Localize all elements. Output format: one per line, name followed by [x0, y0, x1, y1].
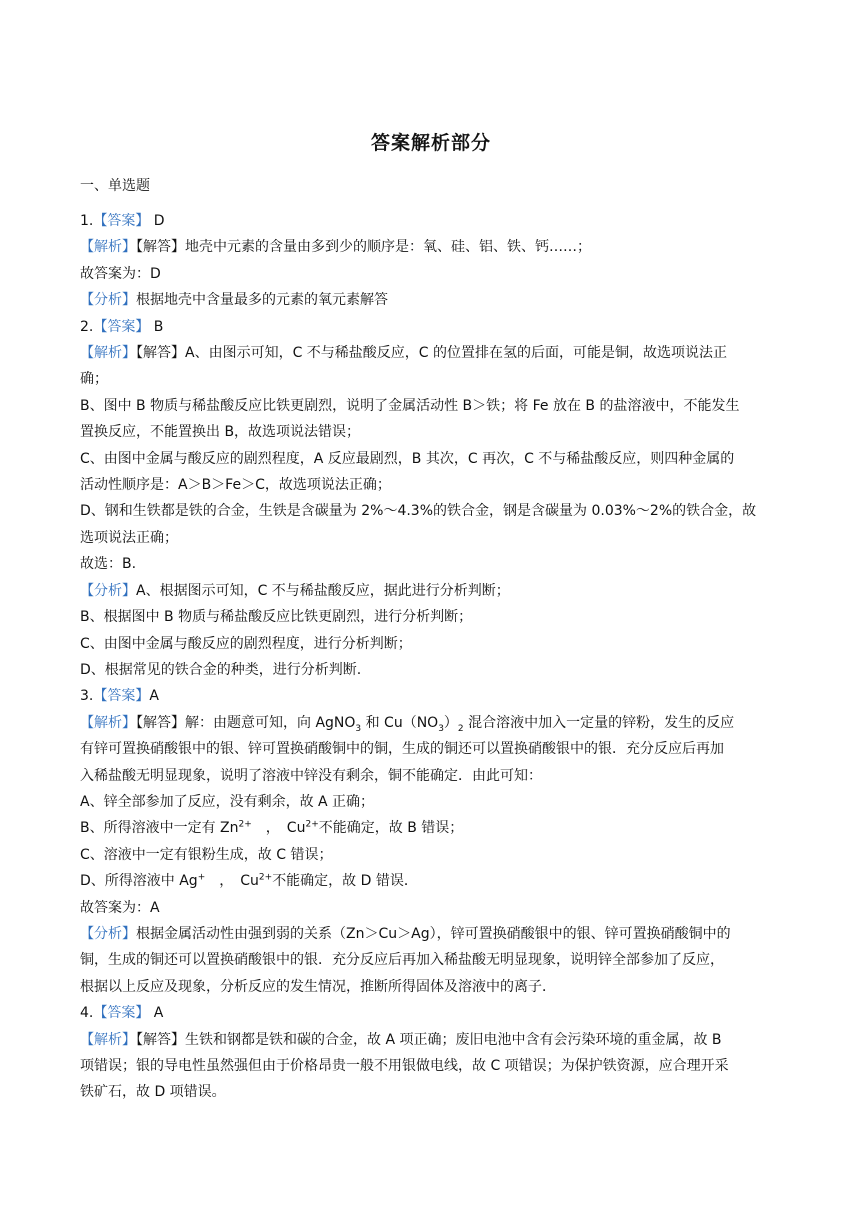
page-title: 答案解析部分 — [370, 132, 491, 154]
q2-answer-line: 2.【答案】 B — [80, 318, 164, 335]
q2-text-line: 活动性顺序是：A＞B＞Fe＞C，故选项说法正确； — [80, 477, 391, 494]
q4-answer-line: 4.【答案】 A — [80, 1005, 164, 1022]
q3-text-line: A、锌全部参加了反应，没有剩余，故 A 正确； — [80, 793, 375, 810]
q2-text-line: C、由图中金属与酸反应的剧烈程度，进行分析判断； — [80, 635, 412, 652]
answer-tag: 【答案】 — [93, 318, 150, 335]
q4-analysis-line: 【解析】【解答】生铁和钢都是铁和碳的合金，故 A 项正确；废旧电池中含有会污染环境的重金属，故 B — [80, 1031, 722, 1048]
q1-conclusion: 故答案为：D — [80, 265, 161, 282]
q2-text-line: B、根据图中 B 物质与稀盐酸反应比铁更剧烈，进行分析判断； — [80, 609, 473, 626]
q2-text-line: B、图中 B 物质与稀盐酸反应比铁更剧烈，说明了金属活动性 B＞铁；将 Fe 放在 B 的盐溶液中，不能发生 — [80, 397, 740, 414]
explain-tag: 【分析】 — [80, 582, 136, 599]
analysis-tag: 【解析】 — [80, 714, 136, 731]
q2-analysis-line: 【解析】【解答】A、由图示可知，C 不与稀盐酸反应，C 的位置排在氢的后面，可能是铜，故选项说法正 — [80, 345, 728, 362]
q1-analysis-line: 【解析】【解答】地壳中元素的含量由多到少的顺序是：氧、硅、铝、铁、钙……； — [80, 239, 591, 256]
q3-conclusion: 故答案为：A — [80, 899, 160, 916]
q2-explain-line: 【分析】A、根据图示可知，C 不与稀盐酸反应，据此进行分析判断； — [80, 582, 510, 599]
q2-text-line: C、由图中金属与酸反应的剧烈程度，A 反应最剧烈，B 其次，C 再次，C 不与稀盐酸反应，则四种金属的 — [80, 450, 735, 467]
answer-tag: 【答案】 — [93, 688, 150, 705]
q3-analysis-line: 【解析】【解答】解：由题意可知，向 AgNO$_3$ 和 $Cu(NO_3)_2$ 混合溶液中加入一定量的锌粉，发生的反应 — [80, 714, 735, 734]
q3-text-line: 铜，生成的铜还可以置换硝酸银中的银．充分反应后再加入稀盐酸无明显现象，说明锌全部参加了反应， — [80, 952, 724, 969]
section-heading: 一、单选题 — [80, 178, 150, 194]
q2-text-line: 确； — [80, 371, 108, 388]
q2-text-line: 选项说法正确； — [80, 529, 178, 546]
q3-explain-line: 【分析】根据金属活动性由强到弱的关系（Zn＞Cu＞Ag），锌可置换硝酸银中的银、锌可置换硝酸铜中的 — [80, 925, 731, 942]
analysis-tag: 【解析】 — [80, 1031, 136, 1048]
answer-body — [80, 208, 782, 1106]
q3-text-line: D、所得溶液中 Ag+ ， $Cu^{2+}$不能确定，故 D 错误． — [80, 872, 418, 890]
explain-tag: 【分析】 — [80, 292, 136, 309]
q3-text-line: B、所得溶液中一定有 $Zn^{2+}$ ， $Cu^{2+}$不能确定，故 B 错误； — [80, 819, 464, 837]
q3-text-line: 入稀盐酸无明显现象，说明了溶液中锌没有剩余，铜不能确定．由此可知： — [80, 767, 542, 784]
q2-text-line: D、根据常见的铁合金的种类，进行分析判断. — [80, 661, 362, 678]
answer-tag: 【答案】 — [93, 213, 150, 229]
analysis-tag: 【解析】 — [80, 345, 136, 362]
q3-answer-line: 3.【答案】A — [80, 688, 159, 705]
explain-tag: 【分析】 — [80, 925, 136, 942]
q3-text-line: 有锌可置换硝酸银中的银、锌可置换硝酸铜中的铜，生成的铜还可以置换硝酸银中的银．充分反应后再加 — [80, 741, 724, 758]
q2-text-line: D、钢和生铁都是铁的合金，生铁是含碳量为 2%～4.3%的铁合金，钢是含碳量为 0.03%～2%的铁合金，故 — [80, 503, 757, 520]
answer-tag: 【答案】 — [93, 1005, 150, 1022]
q2-text-line: 置换反应，不能置换出 B，故选项说法错误； — [80, 424, 361, 441]
q4-text-line: 项错误；银的导电性虽然强但由于价格昂贵一般不用银做电线，故 C 项错误；为保护铁资源，应合理开采 — [80, 1058, 729, 1074]
q3-text-line: C、溶液中一定有银粉生成，故 C 错误； — [80, 846, 333, 863]
q1-answer-line: 1.【答案】 D — [80, 213, 165, 229]
analysis-tag: 【解析】 — [80, 239, 136, 256]
q4-text-line: 铁矿石，故 D 项错误。 — [80, 1084, 226, 1101]
q2-conclusion: 故选：B. — [80, 556, 137, 573]
q3-text-line: 根据以上反应及现象，分析反应的发生情况，推断所得固体及溶液中的离子． — [80, 978, 556, 995]
q1-explain-line: 【分析】根据地壳中含量最多的元素的氧元素解答 — [80, 292, 388, 309]
